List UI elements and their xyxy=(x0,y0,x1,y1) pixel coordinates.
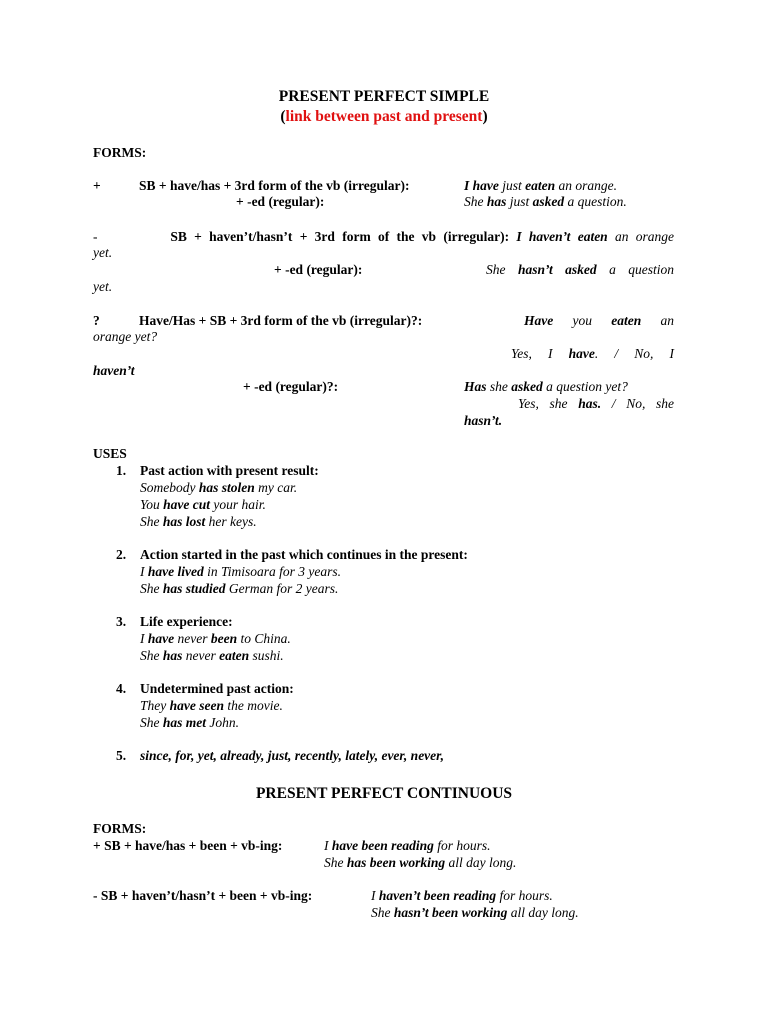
continuous-affirmative-example-1: I have been reading for hours. xyxy=(324,838,491,853)
question-answer-2: Yes, she has. / No, she xyxy=(518,396,674,411)
use-3-example-2: She has never eaten sushi. xyxy=(140,648,284,663)
question-example-2: Has she asked a question yet? xyxy=(464,379,628,394)
negative-formula-regular: + -ed (regular): xyxy=(274,262,363,277)
negative-line-1 xyxy=(93,229,674,261)
use-2-example-1: I have lived in Timisoara for 3 years. xyxy=(140,564,342,579)
negative-formula-irregular: SB + haven’t/hasn’t + 3rd form of the vb (irregular): xyxy=(170,229,510,244)
affirmative-formula-regular: + -ed (regular): xyxy=(236,194,325,209)
negative-example-1-verb: I haven’t eaten xyxy=(516,229,608,244)
question-example-1-continuation: orange yet? xyxy=(93,329,158,344)
negative-example-2: She hasn’t asked a question xyxy=(486,262,675,277)
use-2-heading: Action started in the past which continues in the present: xyxy=(140,547,468,562)
subtitle-link-text: link between past and present xyxy=(285,108,483,125)
question-answer-1-continuation: haven’t xyxy=(93,363,135,378)
use-2-number: 2. xyxy=(116,547,127,562)
use-3-heading: Life experience: xyxy=(140,614,233,629)
page-title: PRESENT PERFECT SIMPLE xyxy=(278,88,490,105)
question-formula-regular: + -ed (regular)?: xyxy=(243,379,339,394)
use-1-example-3: She has lost her keys. xyxy=(140,514,257,529)
use-1-number: 1. xyxy=(116,463,127,478)
negative-sign: - xyxy=(93,229,98,244)
use-4-number: 4. xyxy=(116,681,127,696)
time-expressions-list: since, for, yet, already, just, recently, lately, ever, never, xyxy=(140,748,445,763)
page-subtitle xyxy=(0,108,768,126)
use-1-example-2: You have cut your hair. xyxy=(140,497,266,512)
uses-heading: USES xyxy=(93,446,127,461)
affirmative-formula-irregular: SB + have/has + 3rd form of the vb (irregular): xyxy=(139,178,410,193)
continuous-affirmative-formula: + SB + have/has + been + vb-ing: xyxy=(93,838,283,853)
affirmative-sign: + xyxy=(93,178,101,193)
continuous-forms-heading: FORMS: xyxy=(93,821,147,836)
affirmative-example-1: I have just eaten an orange. xyxy=(464,178,618,193)
negative-example-1-continuation: yet. xyxy=(93,245,113,260)
use-4-heading: Undetermined past action: xyxy=(140,681,294,696)
continuous-negative-formula: - SB + haven’t/hasn’t + been + vb-ing: xyxy=(93,888,313,903)
negative-example-1-rest: an orange xyxy=(607,229,675,244)
use-2-example-2: She has studied German for 2 years. xyxy=(140,581,339,596)
use-5-number: 5. xyxy=(116,748,127,763)
question-answer-1: Yes, I have. / No, I xyxy=(511,346,674,361)
question-example-1: Have you eaten an xyxy=(524,313,674,328)
question-sign: ? xyxy=(93,313,100,328)
subtitle-close-paren: ) xyxy=(482,108,488,125)
continuous-negative-example-1: I haven’t been reading for hours. xyxy=(371,888,553,903)
affirmative-example-2: She has just asked a question. xyxy=(464,194,627,209)
use-3-example-1: I have never been to China. xyxy=(140,631,291,646)
use-1-heading: Past action with present result: xyxy=(140,463,319,478)
question-formula-irregular: Have/Has + SB + 3rd form of the vb (irregular)?: xyxy=(139,313,423,328)
continuous-negative-example-2: She hasn’t been working all day long. xyxy=(371,905,579,920)
forms-heading: FORMS: xyxy=(93,145,147,160)
negative-example-2-continuation: yet. xyxy=(93,279,113,294)
use-4-example-2: She has met John. xyxy=(140,715,240,730)
use-1-example-1: Somebody has stolen my car. xyxy=(140,480,298,495)
question-answer-2-continuation: hasn’t. xyxy=(464,413,503,428)
use-4-example-1: They have seen the movie. xyxy=(140,698,283,713)
continuous-affirmative-example-2: She has been working all day long. xyxy=(324,855,517,870)
section-title-continuous: PRESENT PERFECT CONTINUOUS xyxy=(255,785,513,802)
subtitle-open-paren: ( xyxy=(280,108,286,125)
use-3-number: 3. xyxy=(116,614,127,629)
